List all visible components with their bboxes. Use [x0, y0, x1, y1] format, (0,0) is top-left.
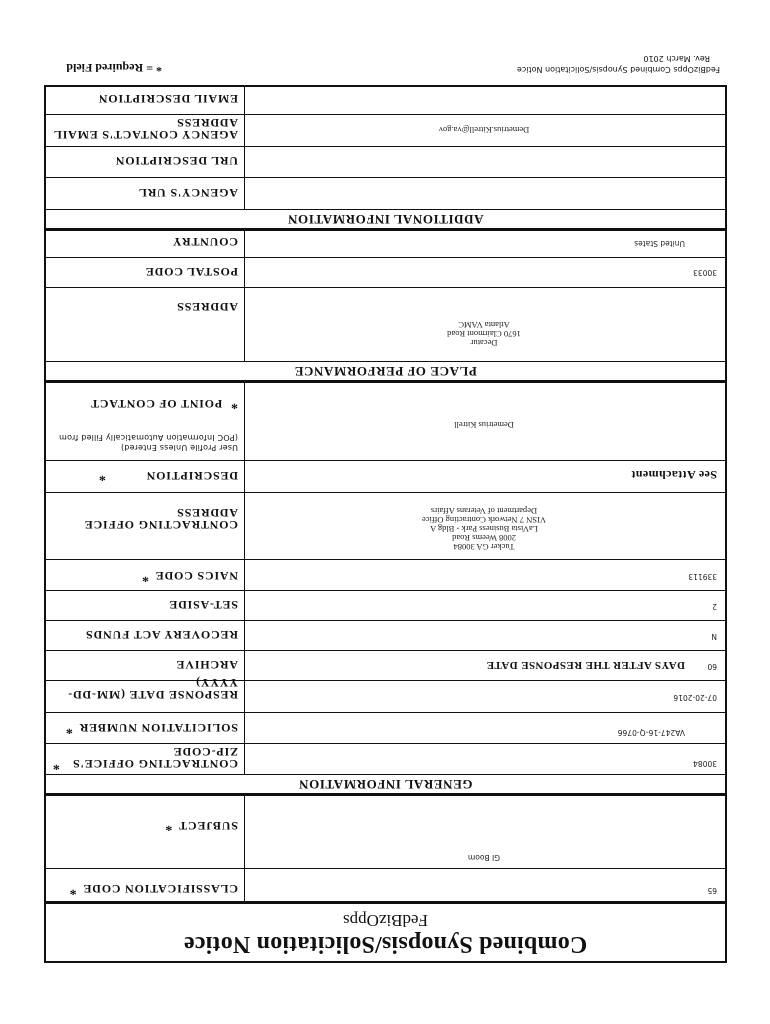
value-subject[interactable]: GI Boom — [244, 796, 725, 868]
row-email-description — [46, 85, 725, 114]
row-point-of-contact — [46, 380, 725, 460]
label-description: DESCRIPTION* — [98, 467, 238, 483]
label-agency-url: AGENCY'S URL — [138, 186, 238, 200]
form-frame — [44, 85, 727, 963]
label-response-date: RESPONSE DATE (MM-DD-YYYY) — [67, 676, 238, 702]
row-recovery-act-funds — [46, 620, 725, 650]
value-email-description[interactable] — [244, 85, 725, 114]
label-zip-code: CONTRACTING OFFICE'S ZIP-CODE * — [52, 745, 238, 772]
label-postal-code: POSTAL CODE — [145, 265, 238, 279]
row-contracting-office-address — [46, 492, 725, 559]
value-point-of-contact[interactable]: Demetrius Kitrell — [244, 383, 725, 460]
row-country — [46, 228, 725, 257]
row-subject — [46, 793, 725, 868]
row-url-description — [46, 146, 725, 177]
row-description — [46, 460, 725, 492]
value-classification-code[interactable]: 65 — [244, 869, 725, 901]
row-agency-url — [46, 177, 725, 209]
row-zip-code — [46, 743, 725, 774]
label-archive: ARCHIVE — [175, 658, 238, 672]
required-field-legend: * = Required Field — [66, 61, 162, 75]
value-archive: 60 DAYS AFTER THE RESPONSE DATE — [244, 651, 725, 680]
value-url-description[interactable] — [244, 147, 725, 177]
page-footer — [0, 0, 770, 85]
label-country: COUNTRY — [172, 235, 238, 249]
form-subtitle: FedBizOpps — [343, 911, 428, 930]
value-pop-address[interactable]: Decatur 1670 Clairmont Road Atlanta VAMC — [244, 288, 725, 361]
value-recovery-act-funds[interactable]: N — [244, 621, 725, 650]
label-recovery-act-funds: RECOVERY ACT FUNDS — [85, 628, 238, 642]
value-set-aside[interactable]: 2 — [244, 591, 725, 620]
form-title: Combined Synopsis/Solicitation Notice — [183, 931, 588, 957]
label-pop-address: ADDRESS — [176, 300, 238, 314]
row-naics-code — [46, 559, 725, 590]
required-star: * — [68, 882, 77, 897]
label-point-of-contact: User Profile Unless Entered) (POC Information Automatically Filled from *POINT OF CONTACT — [58, 395, 238, 452]
value-country[interactable]: United States — [244, 231, 725, 257]
row-classification-code — [46, 868, 725, 901]
row-pop-address — [46, 287, 725, 361]
label-solicitation-number: SOLICITATION NUMBER * — [65, 721, 238, 736]
row-agency-contact-email — [46, 114, 725, 146]
value-postal-code[interactable]: 30033 — [244, 258, 725, 287]
section-place-of-performance: PLACE OF PERFORMANCE — [46, 361, 725, 380]
label-naics-code: NAICS CODE * — [141, 569, 238, 584]
value-solicitation-number[interactable]: VA247-16-Q-0766 — [244, 713, 725, 743]
archive-suffix: DAYS AFTER THE RESPONSE DATE — [486, 659, 685, 671]
value-zip-code[interactable]: 30084 — [244, 744, 725, 774]
row-response-date — [46, 676, 725, 712]
footer-form-info: FedBizOpps Combined Synopsis/Solicitation Notice Rev. March 2010 — [516, 54, 720, 74]
value-agency-contact-email[interactable]: Demetrius.Kitrell@va.gov — [244, 115, 725, 146]
row-postal-code — [46, 257, 725, 287]
label-url-description: URL DESCRIPTION — [114, 154, 238, 168]
label-agency-contact-email: AGENCY CONTACT'S EMAIL ADDRESS — [53, 116, 238, 142]
label-contracting-office-address: CONTRACTING OFFICE ADDRESS — [83, 506, 238, 532]
label-subject: SUBJECT* — [164, 817, 238, 833]
form-header — [46, 901, 725, 961]
value-contracting-office-address[interactable]: Tucker GA 30084 2008 Weems Road LaVista Business Park - Bldg A VISN 7 Network Contracting Office Department of Veterans Affairs — [244, 493, 725, 559]
label-classification-code: CLASSIFICATION CODE * — [68, 882, 238, 897]
row-solicitation-number — [46, 712, 725, 743]
row-set-aside — [46, 590, 725, 620]
value-response-date[interactable]: 07-20-2016 — [244, 681, 725, 712]
section-additional-information: ADDITIONAL INFORMATION — [46, 209, 725, 228]
value-agency-url[interactable] — [244, 178, 725, 209]
label-email-description: EMAIL DESCRIPTION — [98, 92, 238, 106]
value-description[interactable]: See Attachment — [244, 461, 725, 492]
value-naics-code[interactable]: 339113 — [244, 560, 725, 590]
section-general-information: GENERAL INFORMATION — [46, 774, 725, 793]
label-set-aside: SET-ASIDE — [168, 598, 238, 612]
row-archive — [46, 650, 725, 680]
